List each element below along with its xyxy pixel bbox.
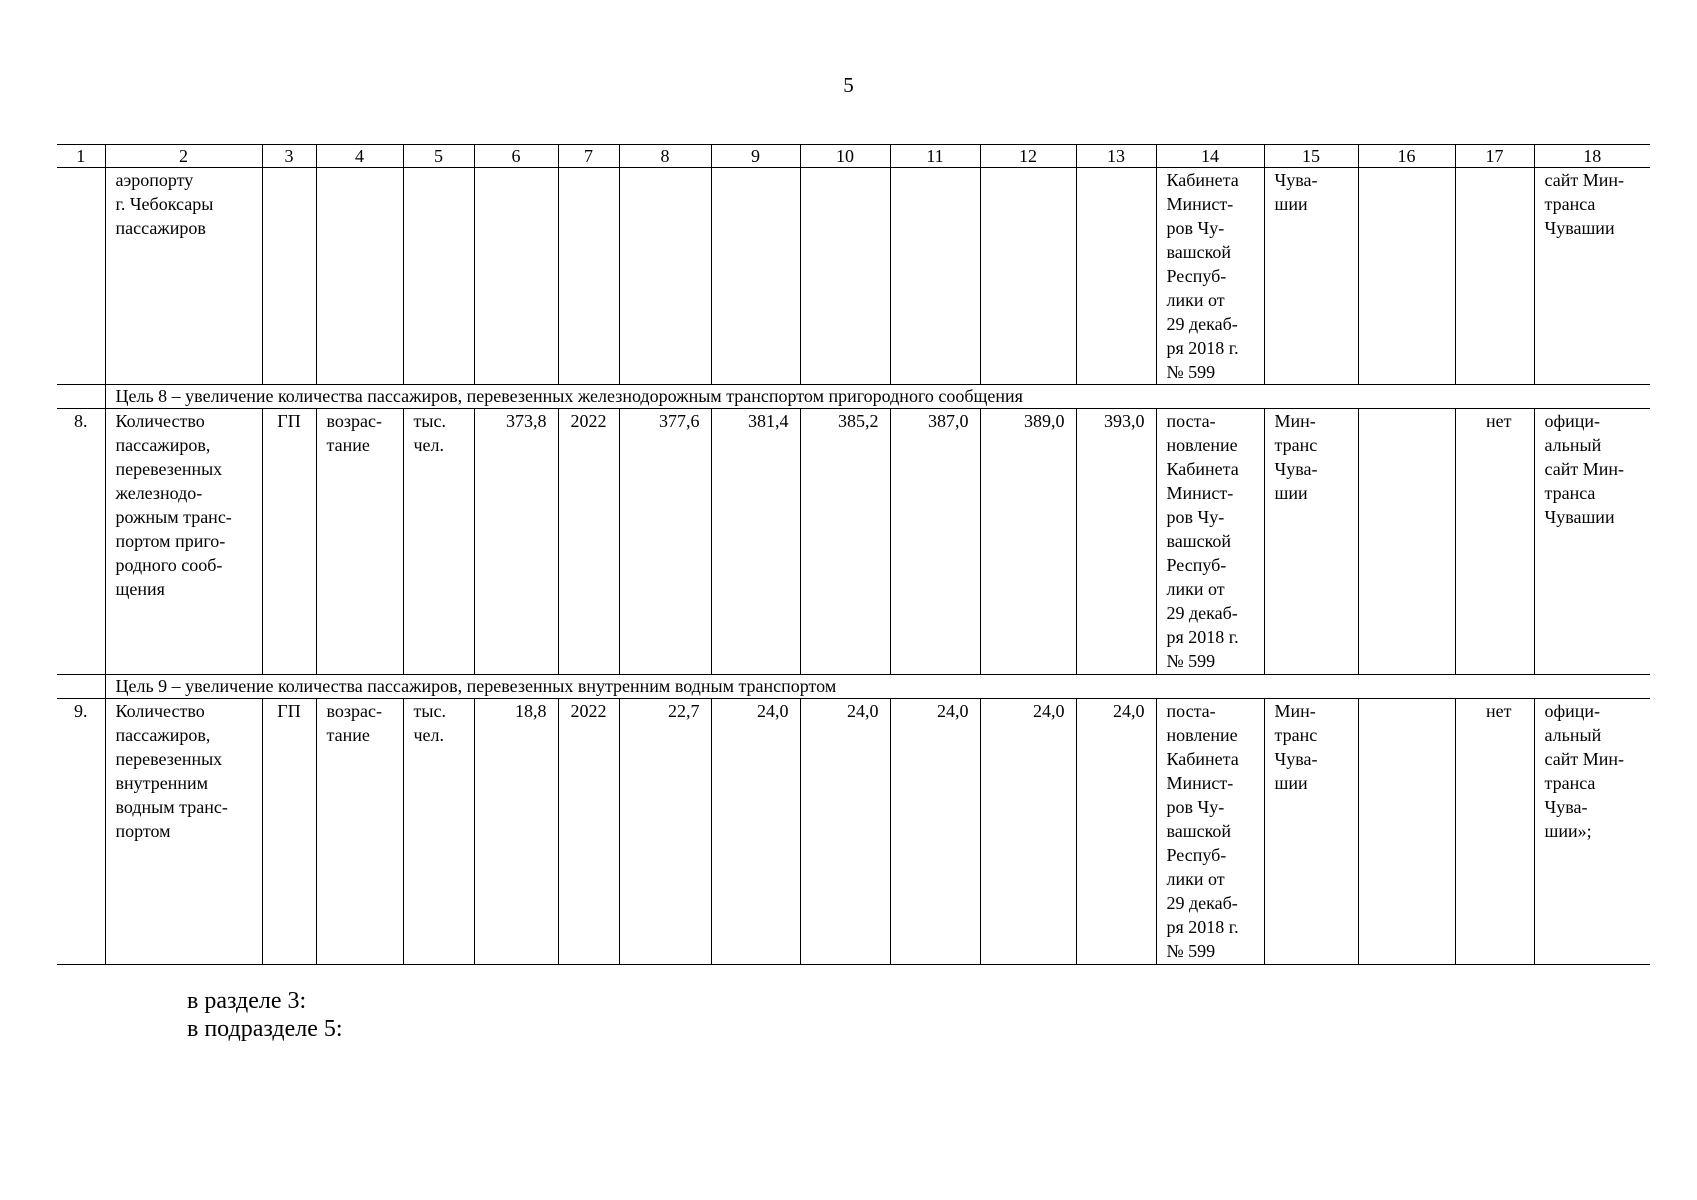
following-text [187,987,343,1043]
column-number: 14 [1156,145,1264,168]
cell-empty [1358,409,1455,675]
column-number: 7 [558,145,619,168]
legal-act-cell: поста- новление Кабинета Минист- ров Чу- вашской Респуб- лики от 29 декаб- ря 2018 г. № 599 [1156,409,1264,675]
unit-cell: тыс. чел. [403,409,474,675]
goal-9-row [57,675,1650,699]
base-value-cell: 373,8 [474,409,558,675]
indicator-type-cell: ГП [262,699,316,965]
column-number: 6 [474,145,558,168]
cell-empty [1455,168,1534,385]
base-value-cell: 18,8 [474,699,558,965]
value-cell: 377,6 [619,409,711,675]
value-cell: 24,0 [980,699,1076,965]
cell-empty [474,168,558,385]
value-cell: 24,0 [1076,699,1156,965]
value-cell: 389,0 [980,409,1076,675]
flag-cell: нет [1455,409,1534,675]
cell-empty [57,675,105,699]
value-cell: 24,0 [711,699,800,965]
goal-9-text: Цель 9 – увеличение количества пассажиров, перевезенных внутренним водным транспортом [105,675,1650,699]
cell-empty [316,168,403,385]
column-number: 5 [403,145,474,168]
value-cell: 387,0 [890,409,980,675]
column-number: 18 [1534,145,1650,168]
column-number: 15 [1264,145,1358,168]
column-number: 3 [262,145,316,168]
goal-8-row [57,385,1650,409]
base-year-cell: 2022 [558,409,619,675]
column-number: 16 [1358,145,1455,168]
subsection-line: в подразделе 5: [187,1016,343,1042]
row-number: 8. [57,409,105,675]
indicator-type-cell: ГП [262,409,316,675]
column-number-row [57,145,1650,168]
responsible-cell: Мин- транс Чува- шии [1264,699,1358,965]
cell-empty [1076,168,1156,385]
indicator-row-9 [57,699,1650,965]
value-cell: 22,7 [619,699,711,965]
source-cell: сайт Мин- транса Чувашии [1534,168,1650,385]
column-number: 17 [1455,145,1534,168]
cell-empty [57,168,105,385]
direction-cell: возрас- тание [316,409,403,675]
page-number: 5 [843,73,854,97]
legal-act-cell: поста- новление Кабинета Минист- ров Чу- вашской Респуб- лики от 29 декаб- ря 2018 г. № 599 [1156,699,1264,965]
value-cell: 24,0 [800,699,890,965]
value-cell: 381,4 [711,409,800,675]
cell-empty [57,385,105,409]
cell-empty [558,168,619,385]
value-cell: 385,2 [800,409,890,675]
cell-empty [980,168,1076,385]
responsible-cell: Мин- транс Чува- шии [1264,409,1358,675]
value-cell: 393,0 [1076,409,1156,675]
goal-8-text: Цель 8 – увеличение количества пассажиров, перевезенных железнодорожным транспортом пригородного сообщения [105,385,1650,409]
indicator-name-cell: Количество пассажиров, перевезенных внутренним водным транс- портом [105,699,262,965]
column-number: 2 [105,145,262,168]
column-number: 1 [57,145,105,168]
indicator-row-8 [57,409,1650,675]
column-number: 12 [980,145,1076,168]
flag-cell: нет [1455,699,1534,965]
column-number: 11 [890,145,980,168]
value-cell: 24,0 [890,699,980,965]
responsible-cell: Чува- шии [1264,168,1358,385]
column-number: 13 [1076,145,1156,168]
cell-empty [890,168,980,385]
legal-act-cell: Кабинета Минист- ров Чу- вашской Респуб- лики от 29 декаб- ря 2018 г. № 599 [1156,168,1264,385]
cell-empty [403,168,474,385]
direction-cell: возрас- тание [316,699,403,965]
row-number: 9. [57,699,105,965]
column-number: 10 [800,145,890,168]
cell-empty [619,168,711,385]
indicators-table [57,144,1650,965]
cell-empty [1358,168,1455,385]
continuation-row [57,168,1650,385]
section-line: в разделе 3: [187,988,307,1014]
indicator-name-cell: Количество пассажиров, перевезенных железнодо- рожным транс- портом приго- родного сооб- щения [105,409,262,675]
cell-empty [1358,699,1455,965]
base-year-cell: 2022 [558,699,619,965]
source-cell: офици- альный сайт Мин- транса Чува- шии»; [1534,699,1650,965]
cell-empty [800,168,890,385]
column-number: 9 [711,145,800,168]
column-number: 8 [619,145,711,168]
cell-empty [262,168,316,385]
indicator-name-cell: аэропорту г. Чебоксары пассажиров [105,168,262,385]
cell-empty [711,168,800,385]
unit-cell: тыс. чел. [403,699,474,965]
column-number: 4 [316,145,403,168]
source-cell: офици- альный сайт Мин- транса Чувашии [1534,409,1650,675]
